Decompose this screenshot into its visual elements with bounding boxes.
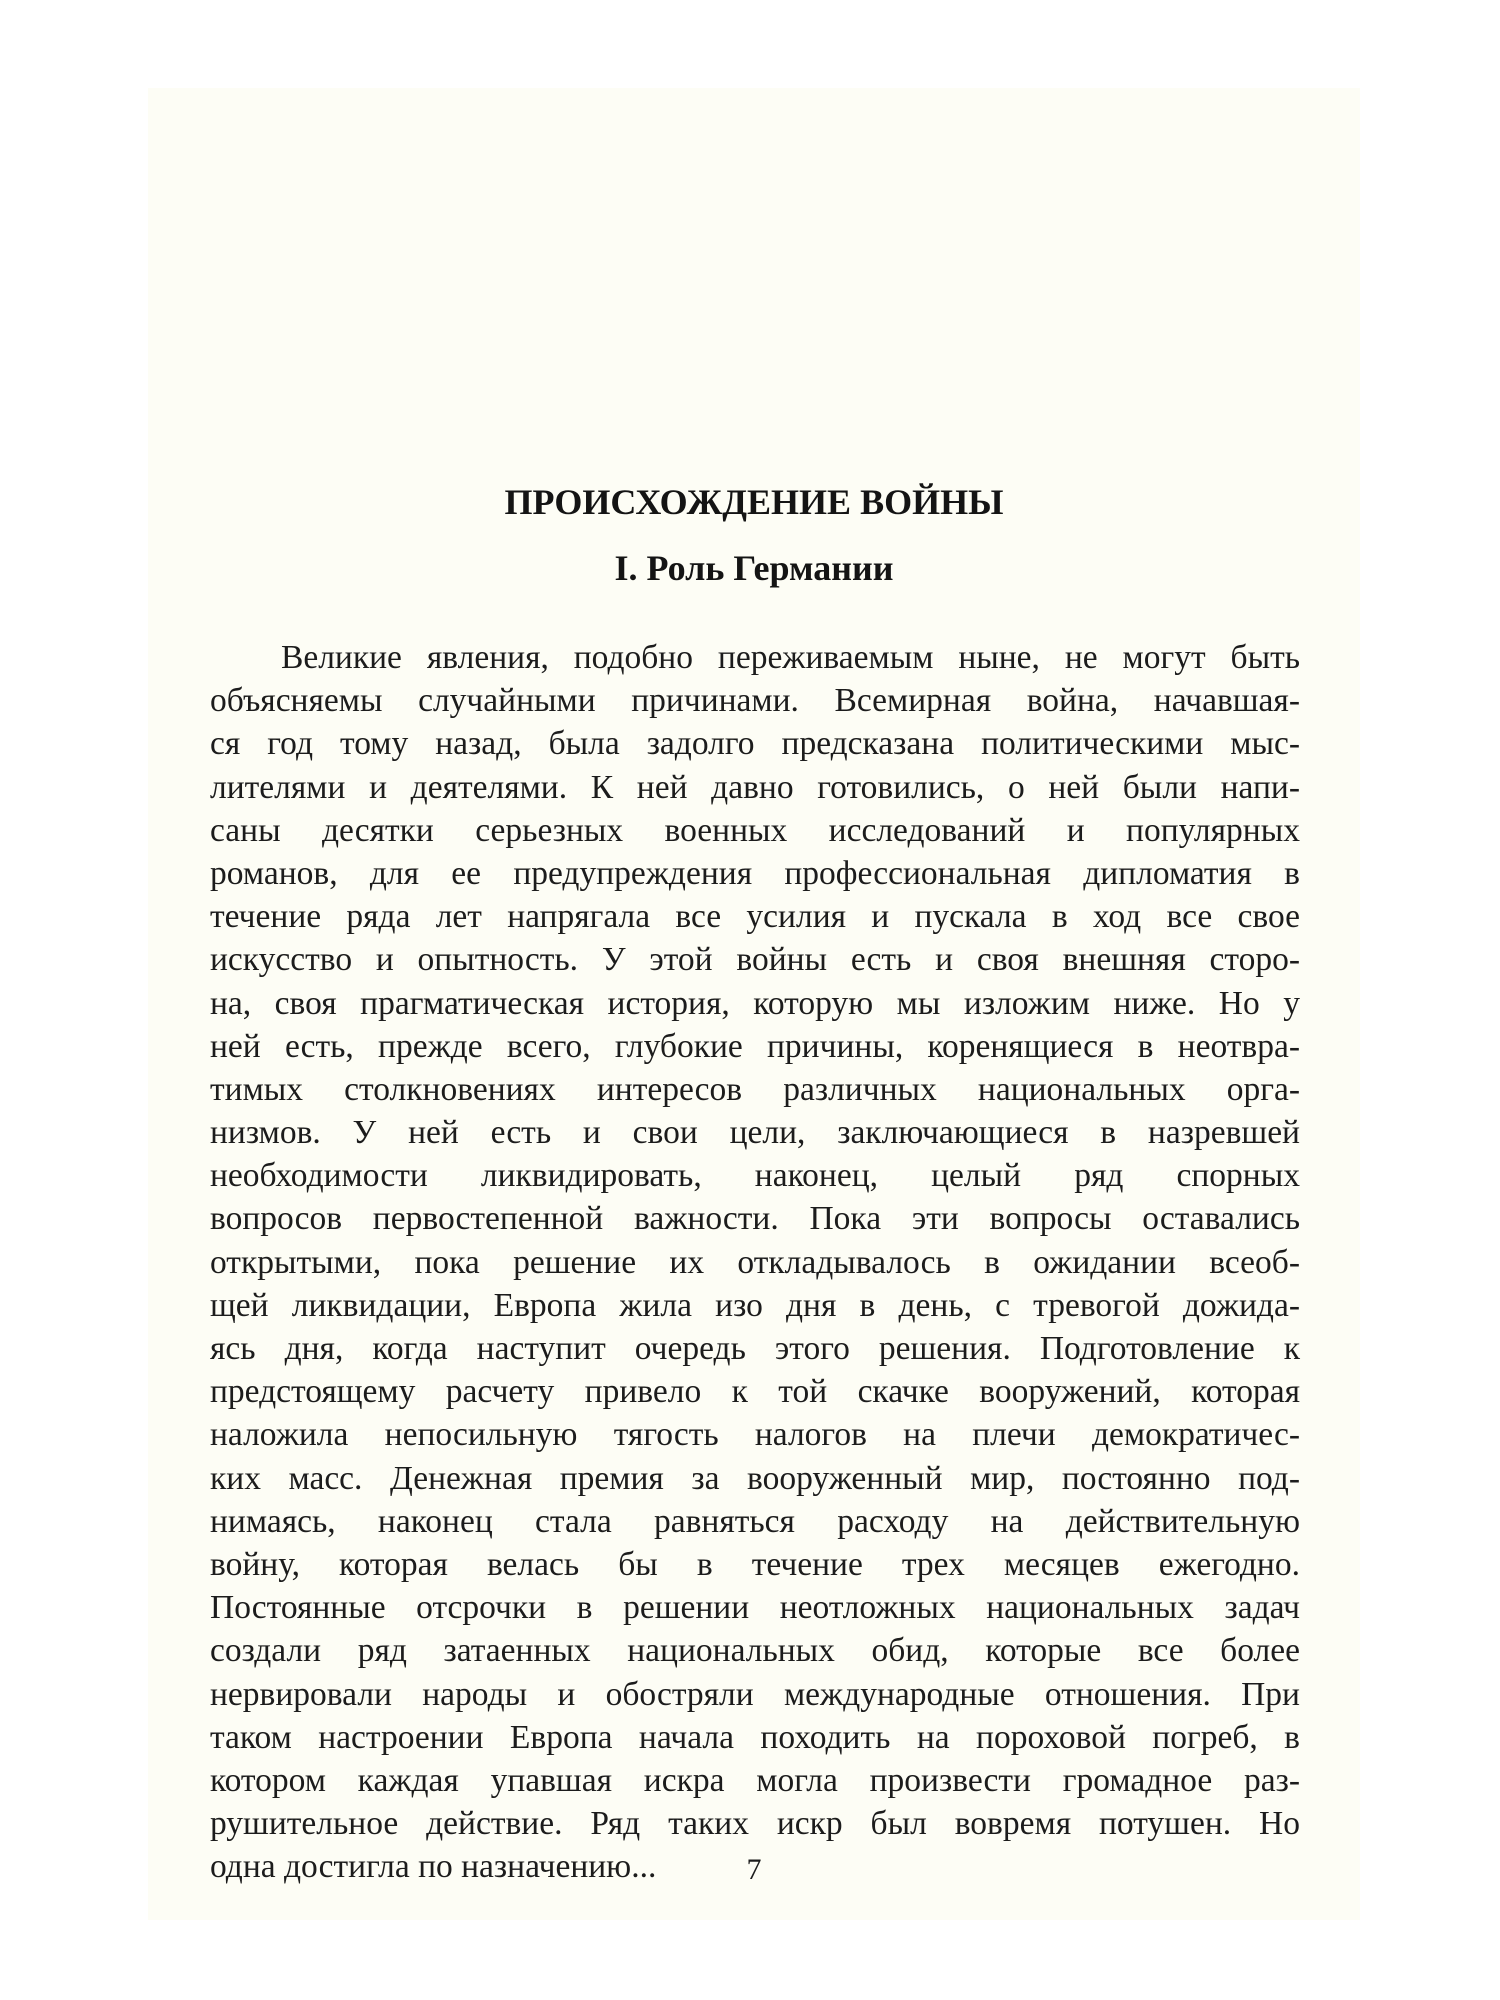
text-line: котором каждая упавшая искра могла произвести громадное раз-	[210, 1761, 1300, 1799]
text-line: необходимости ликвидировать, наконец, целый ряд спорных	[210, 1157, 1300, 1195]
text-line: одна достигла по назначению...	[210, 1848, 657, 1886]
text-line: лителями и деятелями. К ней давно готовились, о ней были напи-	[210, 768, 1300, 806]
text-line: наложила непосильную тягость налогов на плечи демократичес-	[210, 1416, 1300, 1454]
text-line: вопросов первостепенной важности. Пока эти вопросы оставались	[210, 1200, 1300, 1238]
text-line: саны десятки серьезных военных исследований и популярных	[210, 811, 1300, 849]
text-line: создали ряд затаенных национальных обид, которые все более	[210, 1632, 1300, 1670]
text-line: открытыми, пока решение их откладывалось в ожидании всеоб-	[210, 1243, 1300, 1281]
text-line: романов, для ее предупреждения профессиональная дипломатия в	[210, 854, 1300, 892]
body-paragraph	[210, 636, 1300, 1888]
text-line: течение ряда лет напрягала все усилия и пускала в ход все свое	[210, 898, 1300, 936]
text-line: щей ликвидации, Европа жила изо дня в день, с тревогой дожида-	[210, 1286, 1300, 1324]
text-line: рушительное действие. Ряд таких искр был вовремя потушен. Но	[210, 1805, 1300, 1843]
text-line: войну, которая велась бы в течение трех месяцев ежегодно.	[210, 1545, 1300, 1583]
text-line: ких масс. Денежная премия за вооруженный мир, постоянно под-	[210, 1459, 1300, 1497]
chapter-title: ПРОИСХОЖДЕНИЕ ВОЙНЫ	[504, 482, 1004, 522]
book-page	[148, 88, 1360, 1920]
page-number: 7	[746, 1853, 762, 1886]
text-line: нервировали народы и обостряли международные отношения. При	[210, 1675, 1300, 1713]
text-line: ся год тому назад, была задолго предсказана политическими мыс-	[210, 725, 1300, 763]
section-subtitle: I. Роль Германии	[614, 548, 894, 588]
text-line: ясь дня, когда наступит очередь этого решения. Подготовление к	[210, 1330, 1300, 1367]
text-line: тимых столкновениях интересов различных национальных орга-	[210, 1070, 1300, 1108]
text-line: искусство и опытность. У этой войны есть и своя внешняя сторо-	[210, 941, 1300, 979]
text-line: низмов. У ней есть и свои цели, заключающиеся в назревшей	[210, 1114, 1300, 1152]
text-line: нимаясь, наконец стала равняться расходу на действительную	[210, 1502, 1300, 1540]
text-line: на, своя прагматическая история, которую мы изложим ниже. Но у	[210, 984, 1300, 1022]
text-line: объясняемы случайными причинами. Всемирная война, начавшая-	[210, 682, 1300, 720]
text-line: таком настроении Европа начала походить на пороховой погреб, в	[210, 1718, 1300, 1756]
text-line: ней есть, прежде всего, глубокие причины, коренящиеся в неотвра-	[210, 1027, 1300, 1065]
text-line: Постоянные отсрочки в решении неотложных национальных задач	[210, 1589, 1300, 1627]
text-line: предстоящему расчету привело к той скачке вооружений, которая	[210, 1373, 1300, 1411]
text-line: Великие явления, подобно переживаемым ныне, не могут быть	[281, 639, 1300, 676]
